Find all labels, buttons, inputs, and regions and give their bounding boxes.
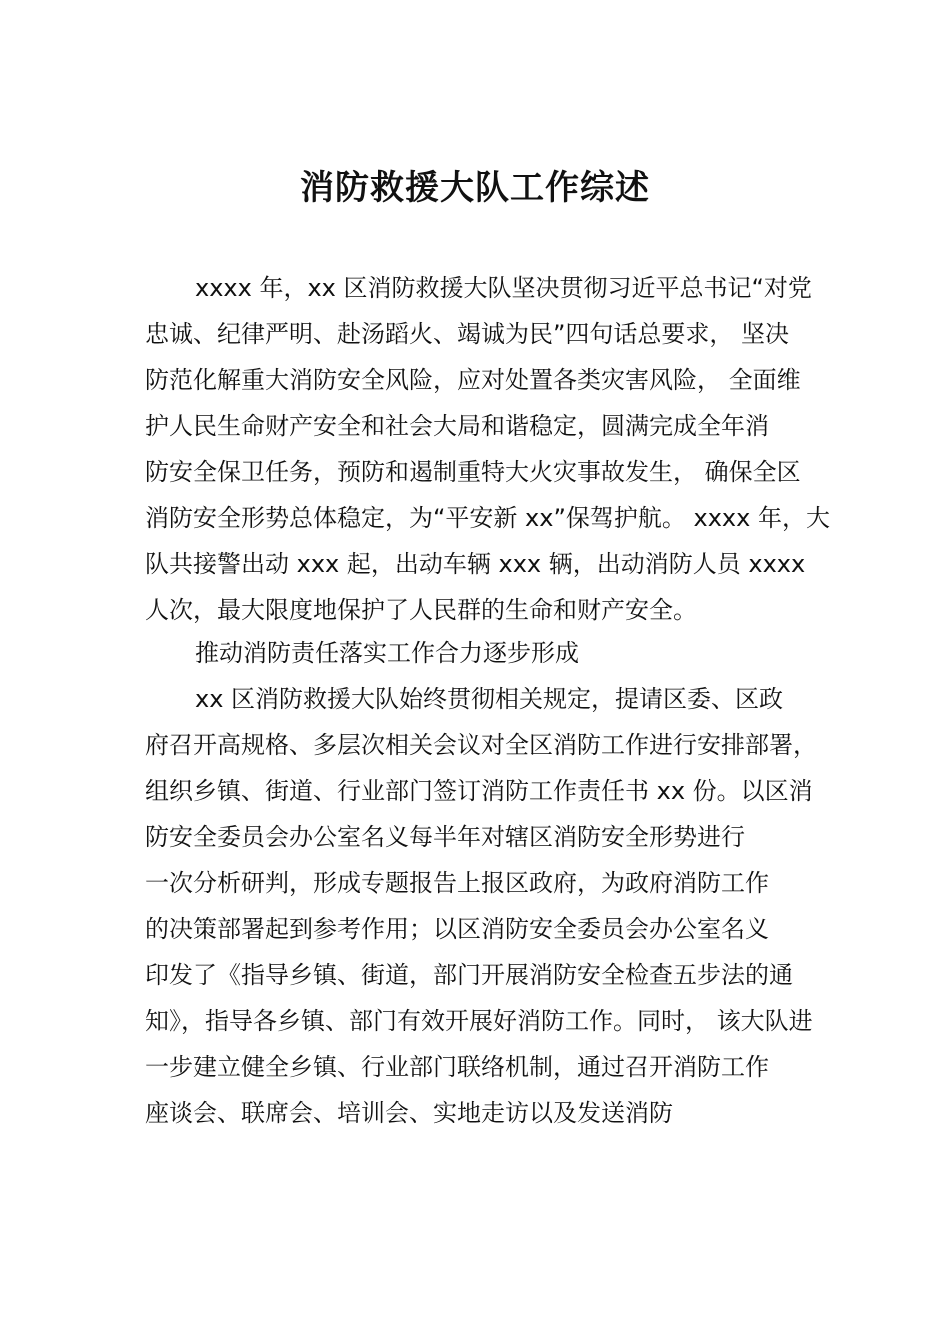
paragraph-line: xx 区消防救援大队始终贯彻相关规定，提请区委、区政	[195, 685, 784, 713]
paragraph-line: xxxx 年，xx 区消防救援大队坚决贯彻习近平总书记“对党	[195, 274, 812, 302]
document-title: 消防救援大队工作综述	[300, 168, 650, 208]
paragraph-line: 人次，最大限度地保护了人民群的生命和财产安全。	[145, 596, 697, 624]
paragraph-line: 一次分析研判，形成专题报告上报区政府，为政府消防工作	[145, 869, 769, 897]
paragraph-line: 防安全委员会办公室名义每半年对辖区消防安全形势进行	[145, 823, 745, 851]
paragraph-line: 座谈会、联席会、培训会、实地走访以及发送消防	[145, 1099, 673, 1127]
paragraph-line: 忠诚、纪律严明、赴汤蹈火、竭诚为民”四句话总要求， 坚决	[145, 320, 790, 348]
paragraph-line: 防安全保卫任务，预防和遏制重特大火灾事故发生， 确保全区	[145, 458, 801, 486]
paragraph-line: 护人民生命财产安全和社会大局和谐稳定，圆满完成全年消	[145, 412, 769, 440]
paragraph-line: 组织乡镇、街道、行业部门签订消防工作责任书 xx 份。以区消	[145, 777, 813, 805]
paragraph-line: 防范化解重大消防安全风险，应对处置各类灾害风险， 全面维	[145, 366, 801, 394]
paragraph-line: 印发了《指导乡镇、街道，部门开展消防安全检查五步法的通	[145, 961, 793, 989]
paragraph-line: 消防安全形势总体稳定，为“平安新 xx”保驾护航。 xxxx 年，大	[145, 504, 830, 532]
section-heading: 推动消防责任落实工作合力逐步形成	[195, 639, 579, 667]
paragraph-line: 队共接警出动 xxx 起，出动车辆 xxx 辆，出动消防人员 xxxx	[145, 550, 806, 578]
paragraph-line: 的决策部署起到参考作用；以区消防安全委员会办公室名义	[145, 915, 769, 943]
paragraph-line: 一步建立健全乡镇、行业部门联络机制，通过召开消防工作	[145, 1053, 769, 1081]
paragraph-line: 知》，指导各乡镇、部门有效开展好消防工作。同时， 该大队进	[145, 1007, 813, 1035]
paragraph-line: 府召开高规格、多层次相关会议对全区消防工作进行安排部署，	[145, 731, 817, 759]
